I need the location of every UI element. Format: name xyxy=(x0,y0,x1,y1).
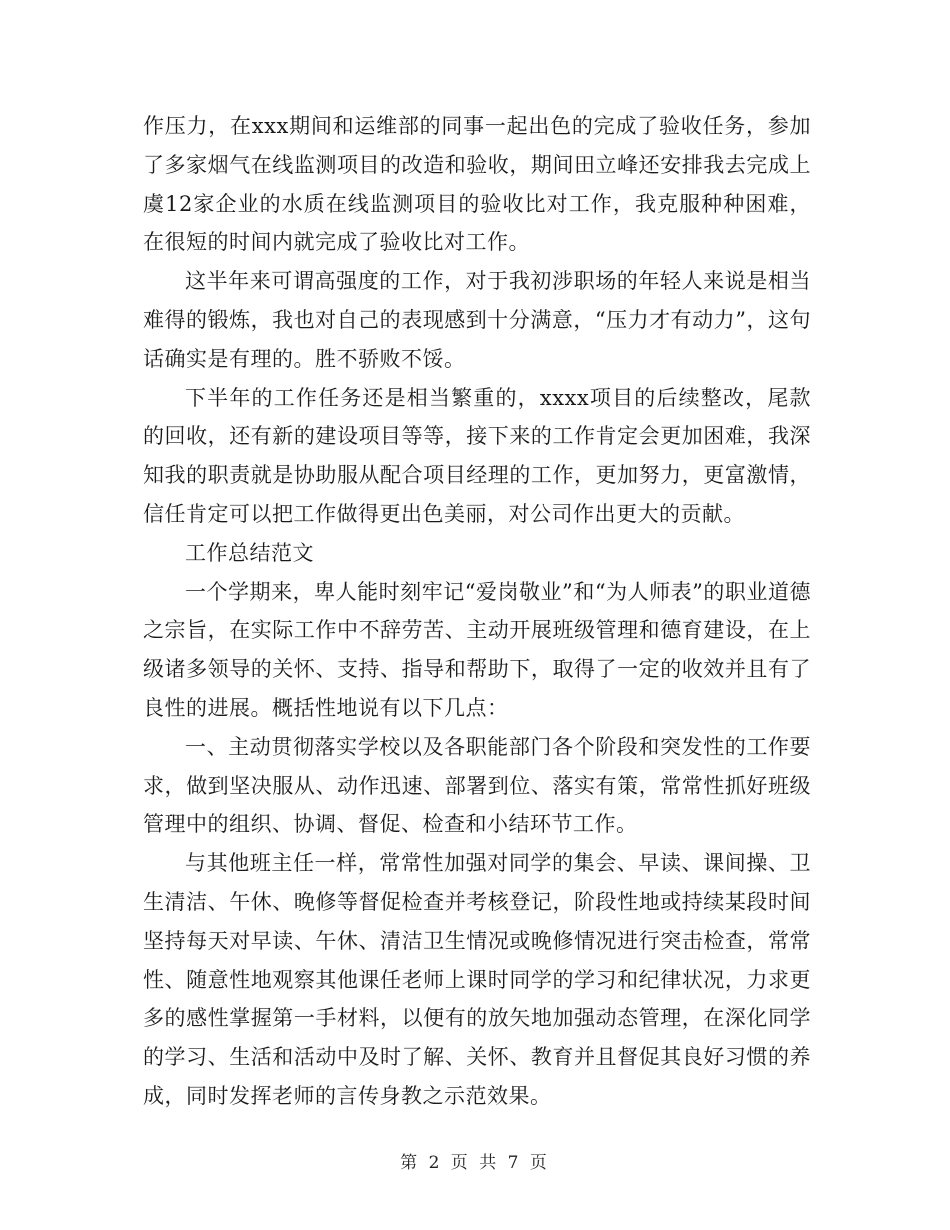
section-heading: 工作总结范文 xyxy=(185,540,314,565)
paragraph: 下半年的工作任务还是相当繁重的，xxxx项目的后续整改，尾款的回收，还有新的建设项目等等，接下来的工作肯定会更加困难，我深知我的职责就是协助服从配合项目经理的工作，更加努力，更富激情，信任肯定可以把工作做得更出色美丽，对公司作出更大的贡献。 xyxy=(143,385,811,526)
paragraph: 这半年来可谓高强度的工作，对于我初涉职场的年轻人来说是相当难得的锻炼，我也对自己的表现感到十分满意，“压力才有动力”，这句话确实是有理的。胜不骄败不馁。 xyxy=(143,269,811,371)
page-number-footer: 第 2 页 共 7 页 xyxy=(400,1153,550,1173)
paragraph: 一个学期来，卑人能时刻牢记“爱岗敬业”和“为人师表”的职业道德之宗旨，在实际工作中不辞劳苦、主动开展班级管理和德育建设，在上级诸多领导的关怀、支持、指导和帮助下，取得了一定的收效并且有了良性的进展。概括性地说有以下几点： xyxy=(143,579,811,720)
paragraph: 一、主动贯彻落实学校以及各职能部门各个阶段和突发性的工作要求，做到坚决服从、动作迅速、部署到位、落实有策，常常性抓好班级管理中的组织、协调、督促、检查和小结环节工作。 xyxy=(143,734,811,837)
document-body xyxy=(143,107,811,1116)
paragraph-continuation: 作压力，在xxx期间和运维部的同事一起出色的完成了验收任务，参加了多家烟气在线监测项目的改造和验收，期间田立峰还安排我去完成上虞12家企业的水质在线监测项目的验收比对工作，我克服种种困难，在很短的时间内就完成了验收比对工作。 xyxy=(143,114,811,255)
paragraph: 与其他班主任一样，常常性加强对同学的集会、早读、课间操、卫生清洁、午休、晚修等督促检查并考核登记，阶段性地或持续某段时间坚持每天对早读、午休、清洁卫生情况或晚修情况进行突击检查，常常性、随意性地观察其他课任老师上课时同学的学习和纪律状况，力求更多的感性掌握第一手材料，以便有的放矢地加强动态管理，在深化同学的学习、生活和活动中及时了解、关怀、教育并且督促其良好习惯的养成，同时发挥老师的言传身教之示范效果。 xyxy=(143,851,811,1108)
